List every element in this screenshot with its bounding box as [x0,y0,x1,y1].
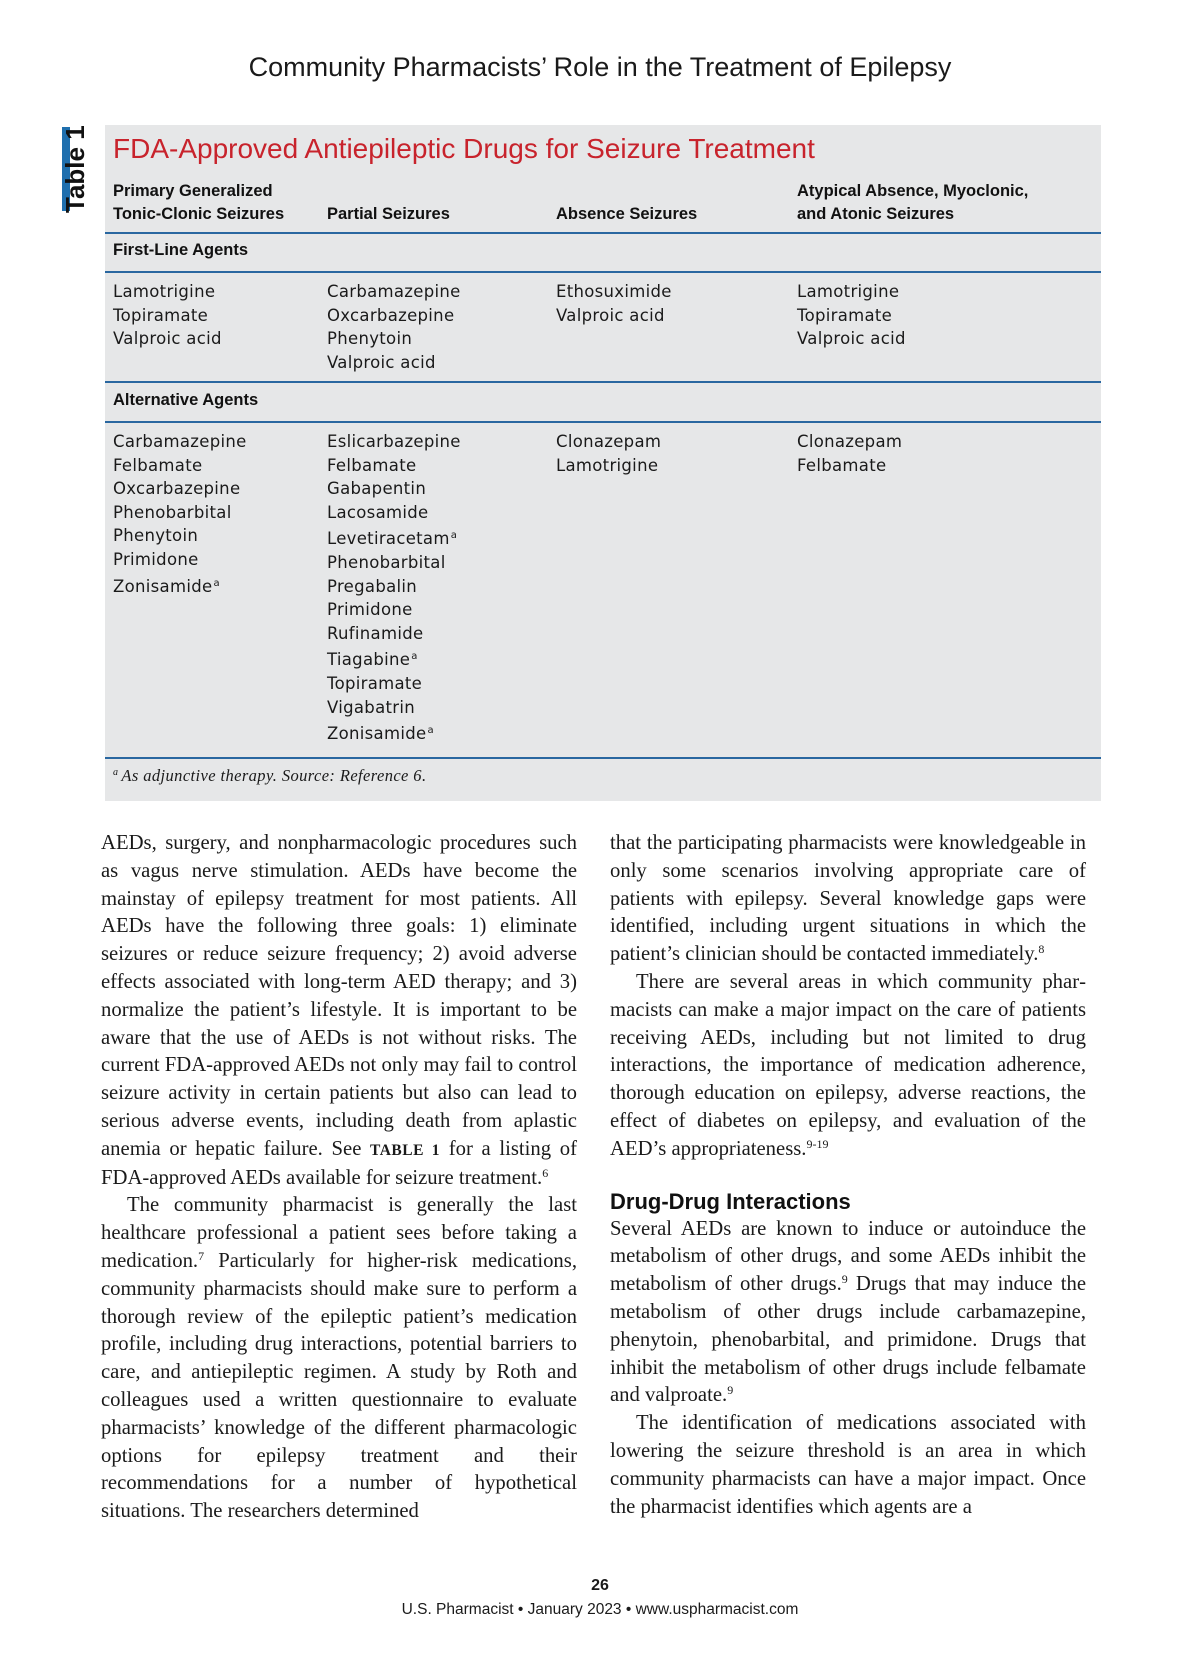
drug-name: Ethosuximide [556,282,672,301]
drug-name-footnoted: Zonisamide$^a$ [113,576,220,596]
drug-name: Topiramate [797,305,893,325]
drug-name: Oxcarbazepine [113,479,241,499]
column-header-atypical [797,180,1028,226]
drug-name: Rufinamide [327,623,424,643]
column-header-line: Partial Seizures [327,205,450,223]
drug-name: Eslicarbazepine [327,432,461,451]
column-header-line: Atypical Absence, Myoclonic, [797,182,1029,200]
drug-name: Valproic acid [327,352,436,372]
column-header-line: Absence Seizures [556,205,698,223]
publication-footer: U.S. Pharmacist • January 2023 • www.uspharmacist.com [401,1601,799,1618]
column-header-partial [327,203,450,226]
table-rule [105,421,1101,423]
alternative-cell-partial [327,430,461,746]
drug-name: Felbamate [327,455,417,475]
body-paragraph: The identification of medications associated with lowering the seizure threshold is an area in which community pharmacists can have a major impact. Once the pharmacist identifies which agents are a [610,1412,1086,1518]
body-paragraph: that the participating pharmacists were knowledgeable in only some scenarios involving appropriate care of patients with epilepsy. Several knowledge gaps were identified, including urgent situations in which the patient’s clinician should be contacted immediately.$^8$ [610,832,1086,966]
first-line-cell-tonic-clonic [113,280,222,351]
drug-name: Carbamazepine [327,282,461,301]
drug-name: Primidone [113,549,199,569]
footnote-marker: a [427,725,434,737]
first-line-cell-absence [556,280,672,327]
running-head: Community Pharmacists’ Role in the Treatment of Epilepsy [248,52,952,82]
column-header-line: Primary Generalized [113,182,273,200]
citation: 6 [542,1165,549,1180]
table-reference: TABLE 1 [370,1141,441,1159]
alternative-heading: Alternative Agents [113,391,259,409]
drug-name-footnoted: Levetiracetam$^a$ [327,529,458,549]
column-header-line: Tonic-Clonic Seizures [113,205,285,223]
footnote-marker: a [411,651,418,663]
drug-name: Valproic acid [797,329,906,349]
drug-table [105,125,1101,801]
alternative-cell-atypical [797,430,902,477]
drug-name: Phenobarbital [113,502,232,522]
alternative-cell-absence [556,430,661,477]
first-line-heading: First-Line Agents [113,241,249,259]
page-number: 26 [591,1577,609,1594]
drug-name: Lamotrigine [113,282,216,301]
section-subhead: Drug-Drug Interactions [610,1188,851,1214]
drug-name-footnoted: Zonisamide$^a$ [327,724,434,744]
drug-name: Gabapentin [327,479,427,499]
citation: 9 [841,1272,848,1287]
body-paragraph: The community pharmacist is generally the last healthcare professional a patient sees before taking a medication.$^7$ Particularly for higher-risk medications, community pharmacists should make sure to perform a thorough review of the epileptic patient’s medication profile, including drug interactions, potential barriers to care, and antiepileptic regimen. A study by Roth and colleagues used a written questionnaire to evaluate pharmacists’ knowledge of the different pharmacologic options for epilepsy treatment and their recommendations for a number of hypothetical situations. The researchers determined [101,1194,577,1523]
table-title: FDA-Approved Antiepileptic Drugs for Seizure Treatment [113,133,815,164]
drug-name: Phenobarbital [327,552,446,572]
footnote-text: As adjunctive therapy. Source: Reference 6. [121,766,427,785]
drug-name: Vigabatrin [327,697,415,717]
drug-name: Valproic acid [113,329,222,349]
drug-name: Lamotrigine [556,455,659,475]
footnote-marker: a [113,767,119,778]
drug-name: Felbamate [113,455,203,475]
citation: 7 [198,1248,205,1263]
body-paragraph: Several AEDs are known to induce or autoinduce the metabolism of other drugs, and some AEDs inhibit the metabolism of other drugs.$^9$ Drugs that may induce the metabolism of other drugs include carbamazepine, phenytoin, phenobarbital, and primidone. Drugs that inhibit the metabolism of other drugs include felbamate and valproate.$^9$ [610,1217,1086,1407]
body-column-left [101,830,577,1526]
drug-name: Carbamazepine [113,432,247,451]
drug-name: Phenytoin [327,329,413,349]
drug-name: Clonazepam [556,432,662,451]
citation: 8 [1038,942,1045,957]
drug-name: Topiramate [327,673,423,693]
first-line-cell-partial [327,280,461,374]
body-paragraph: There are several areas in which community pharmacists can make a major impact on the care of patients receiving AEDs, including but not limited to drug interactions, the importance of medication adherence, thorough education on epilepsy, adverse reactions, the effect of diabetes on epilepsy, and evaluation of the AED’s appropriateness.$^{9-19}$ [610,970,1086,1160]
citation: 9-19 [806,1136,829,1151]
table-rule [105,381,1101,383]
table-label: Table 1 [60,125,90,213]
alternative-cell-tonic-clonic [113,430,247,598]
drug-name: Lamotrigine [797,282,900,301]
drug-name: Primidone [327,600,413,620]
drug-name: Pregabalin [327,576,418,596]
table-footnote [113,766,427,786]
drug-name: Felbamate [797,455,887,475]
drug-name-footnoted: Tiagabine$^a$ [327,650,418,670]
table-rule [105,232,1101,234]
first-line-cell-atypical [797,280,906,351]
table-rule [105,757,1101,759]
drug-name: Phenytoin [113,526,199,546]
drug-name: Valproic acid [556,305,665,325]
footnote-marker: a [450,530,458,542]
drug-name: Topiramate [113,305,209,325]
body-paragraph: AEDs, surgery, and nonpharmacologic procedures such as vagus nerve stimulation. AEDs have become the mainstay of epilepsy treatment for most patients. All AEDs have the following three goals: 1) eliminate seizures or reduce seizure frequency; 2) avoid adverse effects associated with long-term AED therapy; and 3) normalize the patient’s lifestyle. It is important to be aware that the use of AEDs is not without risks. The current FDA-approved AEDs not only may fail to control seizure activity in certain patients but also can lead to serious adverse events, including death from aplastic anemia or hepatic failure. See TABLE 1 for a listing of FDA-approved AEDs available for seizure treatment.$^6$ [101,832,577,1189]
footnote-marker: a [213,577,220,589]
drug-name: Lacosamide [327,502,429,522]
column-header-tonic-clonic [113,180,284,226]
column-header-absence [556,203,697,226]
table-rule [105,271,1101,273]
column-header-line: and Atonic Seizures [797,205,955,223]
citation: 9 [727,1383,734,1398]
drug-name: Oxcarbazepine [327,305,455,325]
drug-name: Clonazepam [797,432,903,451]
body-column-right [610,830,1086,1521]
